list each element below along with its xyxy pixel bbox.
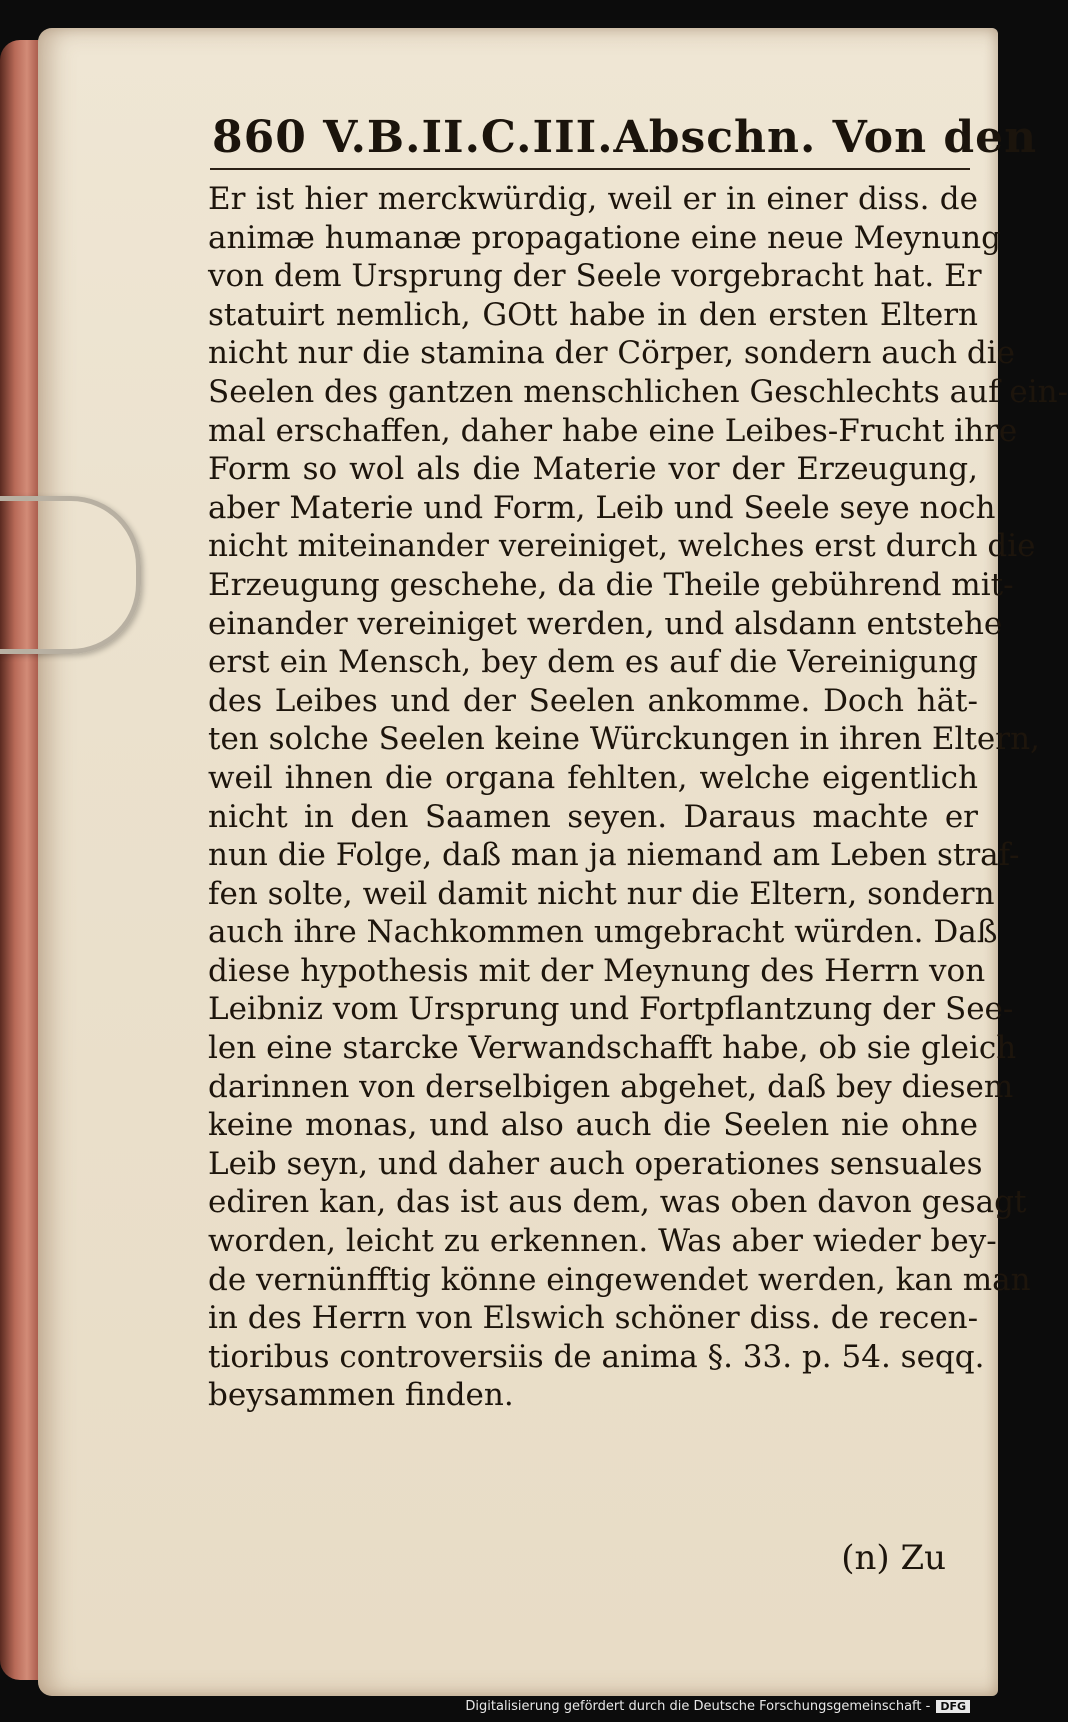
text-line: Seelen des gantzen menschlichen Geschlechts auf ein- bbox=[208, 373, 1068, 410]
page-clip bbox=[0, 496, 141, 654]
text-line: weil ihnen die organa fehlten, welche eigentlich bbox=[208, 759, 978, 796]
catchword: (n) Zu bbox=[841, 1538, 946, 1578]
text-line: ediren kan, das ist aus dem, was oben davon gesagt bbox=[208, 1184, 1027, 1221]
text-line: Leib seyn, und daher auch operationes sensuales bbox=[208, 1145, 983, 1182]
text-line: fen solte, weil damit nicht nur die Eltern, sondern bbox=[208, 875, 995, 912]
text-line: keine monas, und also auch die Seelen nie ohne bbox=[208, 1107, 978, 1144]
text-line: in des Herrn von Elswich schöner diss. de recen- bbox=[208, 1300, 979, 1337]
text-line: Leibniz vom Ursprung und Fortpflantzung der See- bbox=[208, 991, 1014, 1028]
text-line: erst ein Mensch, bey dem es auf die Vereinigung bbox=[208, 644, 978, 681]
footer-bar bbox=[0, 1696, 1000, 1722]
text-line: des Leibes und der Seelen ankomme. Doch hät- bbox=[208, 682, 978, 719]
text-line: Form so wol als die Materie vor der Erzeugung, bbox=[208, 451, 978, 488]
text-line: de vernünfftig könne eingewendet werden, kan man bbox=[208, 1261, 1031, 1298]
text-line: nicht miteinander vereiniget, welches erst durch die bbox=[208, 528, 1036, 565]
text-line: nicht nur die stamina der Cörper, sondern auch die bbox=[208, 335, 1016, 372]
text-line: nun die Folge, daß man ja niemand am Leben straf- bbox=[208, 837, 1020, 874]
footer-credit-text: Digitalisierung gefördert durch die Deutsche Forschungsgemeinschaft - bbox=[465, 1699, 931, 1714]
text-line: worden, leicht zu erkennen. Was aber wieder bey- bbox=[208, 1223, 997, 1260]
text-line: beysammen finden. bbox=[208, 1377, 514, 1414]
body-text bbox=[208, 180, 1068, 1415]
text-line: einander vereiniget werden, und alsdann entstehe bbox=[208, 605, 1003, 642]
text-line: diese hypothesis mit der Meynung des Herrn von bbox=[208, 952, 986, 989]
text-line: Erzeugung geschehe, da die Theile gebührend mit- bbox=[208, 566, 1014, 603]
text-line: auch ihre Nachkommen umgebracht würden. Daß bbox=[208, 914, 998, 951]
text-line: len eine starcke Verwandschafft habe, ob sie gleich bbox=[208, 1030, 1017, 1067]
text-line: Er ist hier merckwürdig, weil er in einer diss. de bbox=[208, 181, 978, 217]
dfg-logo-icon: DFG bbox=[936, 1700, 970, 1713]
text-line: mal erschaffen, daher habe eine Leibes-Frucht ihre bbox=[208, 412, 1018, 449]
text-line: animæ humanæ propagatione eine neue Meynung bbox=[208, 219, 1001, 256]
text-line: aber Materie und Form, Leib und Seele seye noch bbox=[208, 489, 996, 526]
footer-credit bbox=[465, 1699, 970, 1714]
text-line: tioribus controversiis de anima §. 33. p. 54. seqq. bbox=[208, 1338, 985, 1375]
header-rule bbox=[210, 168, 970, 170]
text-line: darinnen von derselbigen abgehet, daß bey diesem bbox=[208, 1068, 1014, 1105]
running-head: 860 V.B.II.C.III.Abschn. Von den bbox=[212, 112, 1038, 163]
text-line: von dem Ursprung der Seele vorgebracht hat. Er bbox=[208, 258, 982, 295]
text-line: nicht in den Saamen seyen. Daraus machte er bbox=[208, 798, 978, 835]
text-line: statuirt nemlich, GOtt habe in den ersten Eltern bbox=[208, 296, 978, 333]
text-line: ten solche Seelen keine Würckungen in ihren Eltern, bbox=[208, 721, 1040, 758]
